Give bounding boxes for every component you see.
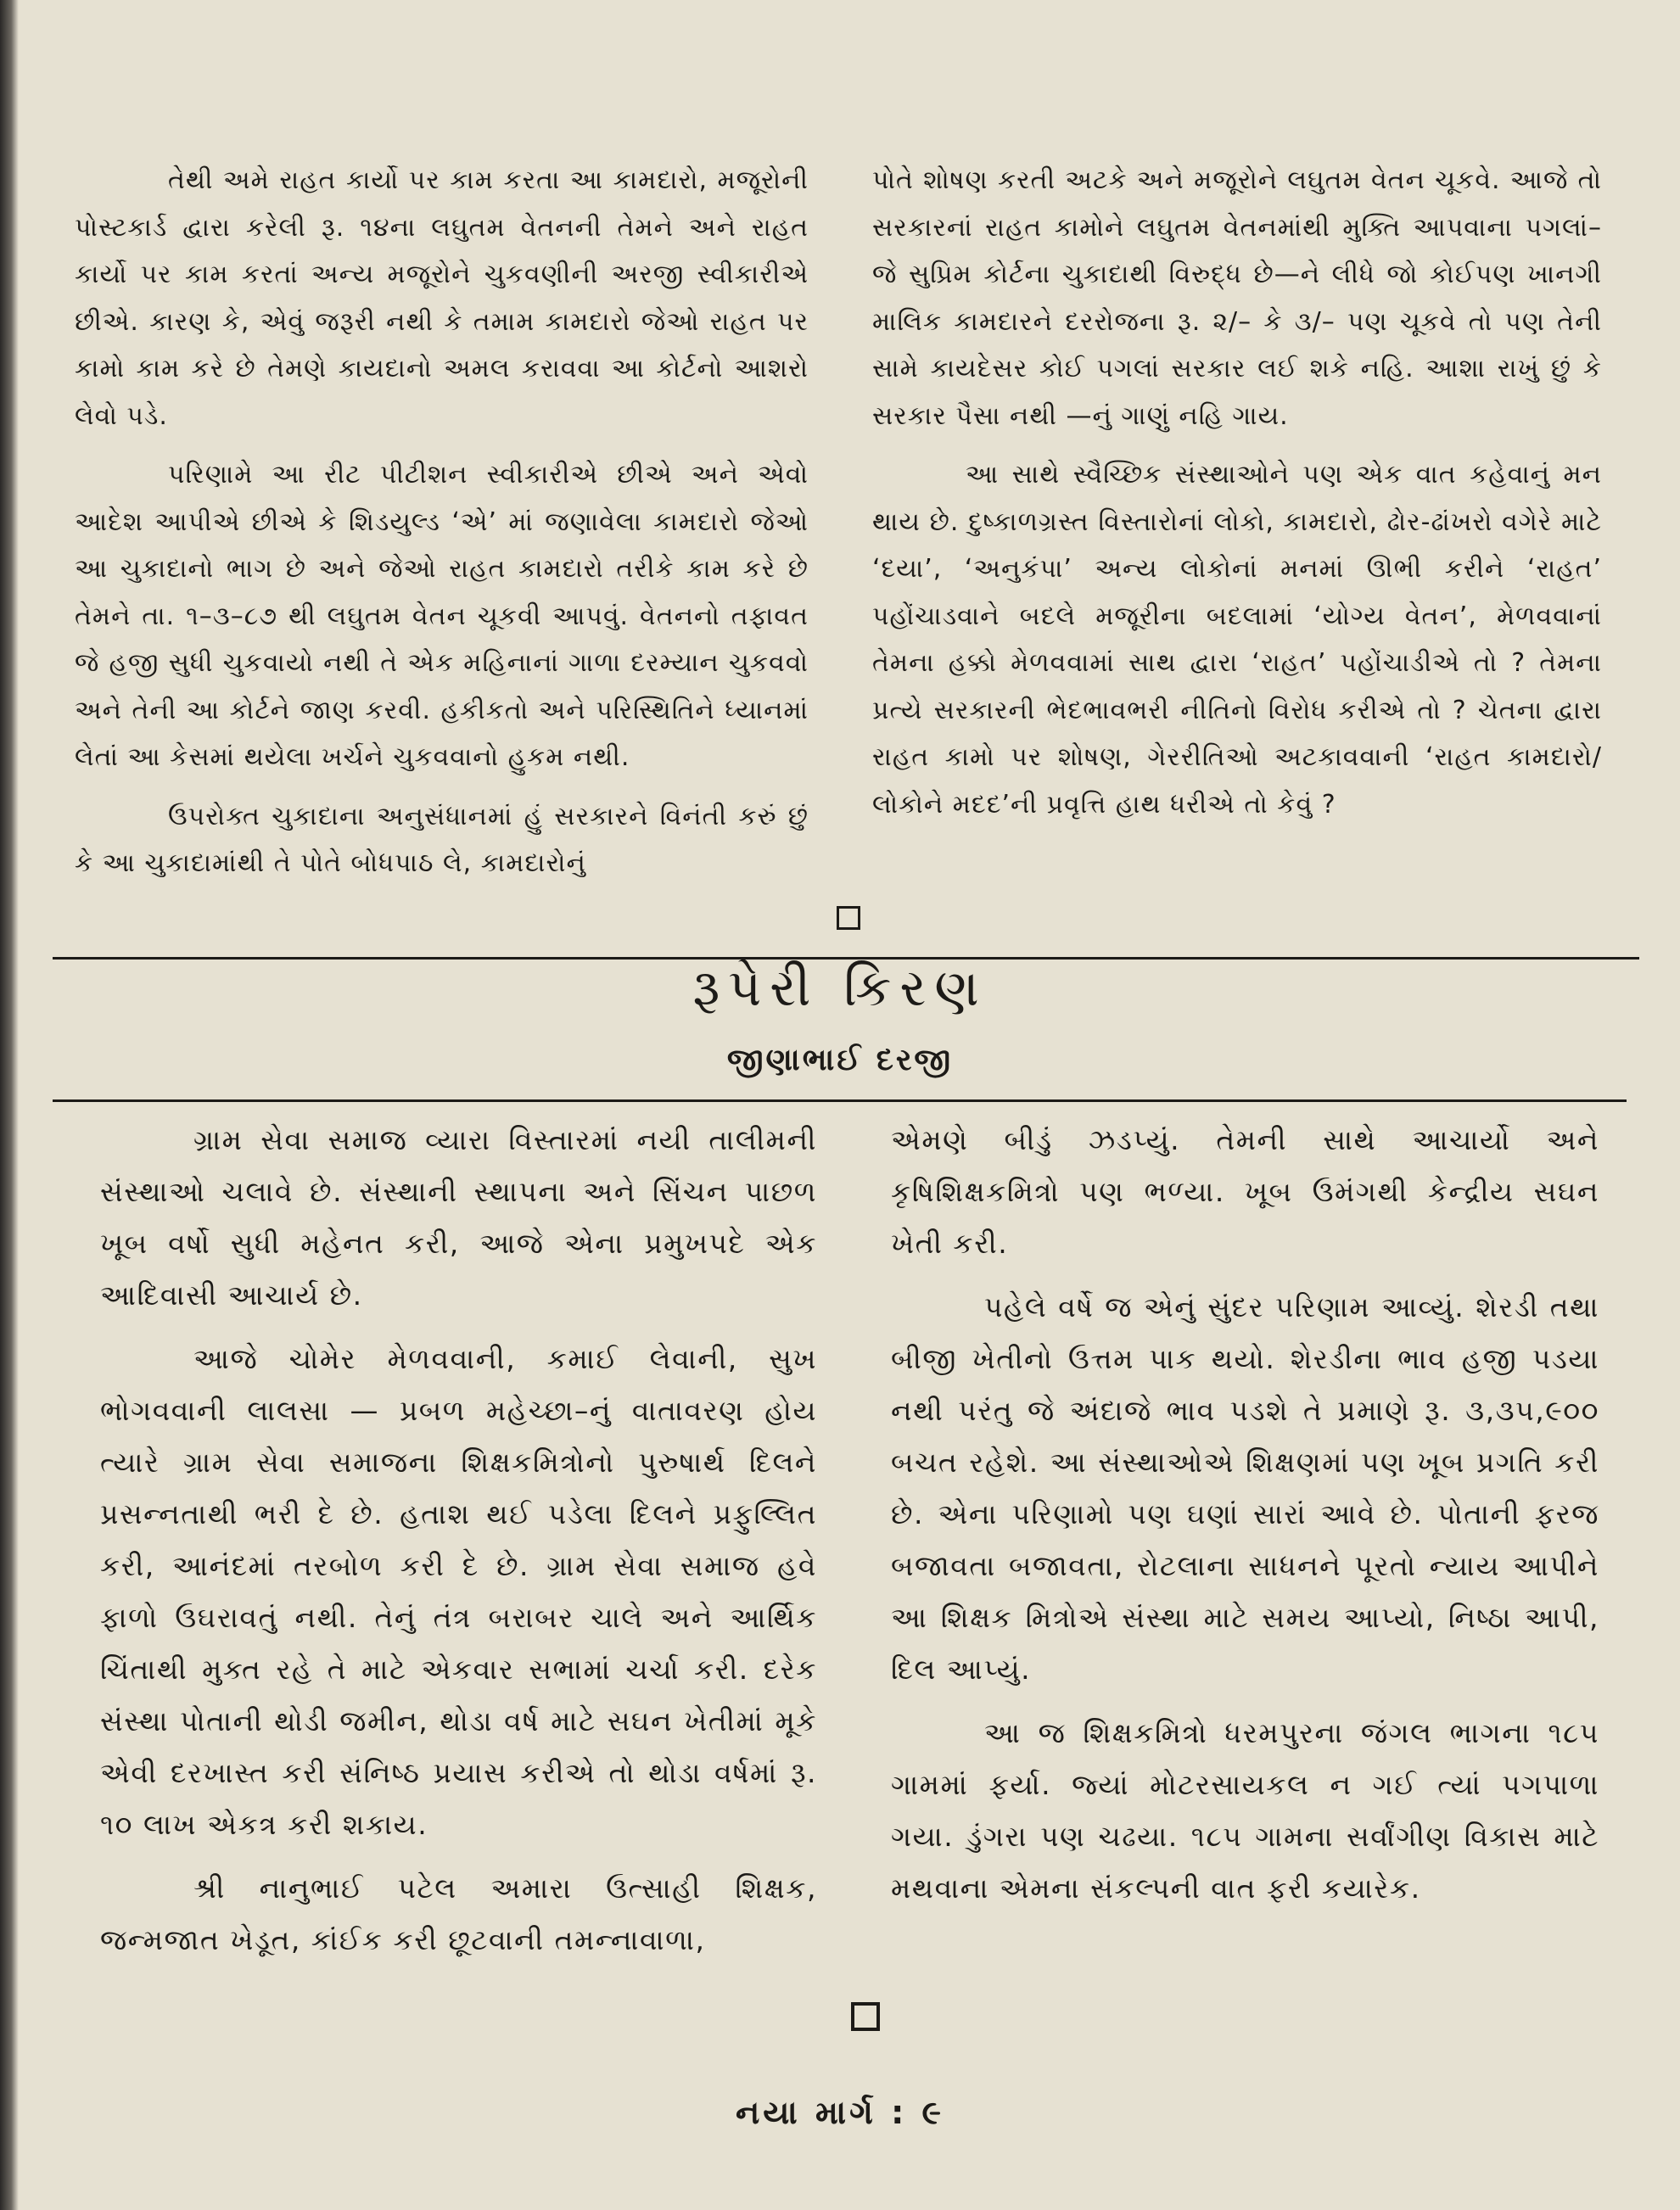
paragraph: પરિણામે આ રીટ પીટીશન સ્વીકારીએ છીએ અને એવો આદેશ આપીએ છીએ કે શિડયુલ્ડ ‘એ’ માં જણાવેલા કામદારો જેઓ આ ચુકાદાનો ભાગ છે અને જેઓ રાહત કામદારો તરીકે કામ કરે છે તેમને તા. ૧–૩–૮૭ થી લઘુતમ વેતન ચૂકવી આપવું. વેતનનો તફાવત જે હજી સુધી ચુકવાયો નથી તે એક મહિનાનાં ગાળા દરમ્યાન ચુકવવો અને તેની આ કોર્ટને જાણ કરવી. હકીકતો અને પરિસ્થિતિને ધ્યાનમાં લેતાં આ કેસમાં થયેલા ખર્ચને ચુકવવાનો હુકમ નથી. bbox=[75, 460, 809, 772]
section1-right-column bbox=[872, 157, 1602, 840]
paragraph: ગ્રામ સેવા સમાજ વ્યારા વિસ્તારમાં નયી તાલીમની સંસ્થાઓ ચલાવે છે. સંસ્થાની સ્થાપના અને સિંચન પાછળ ખૂબ વર્ષો સુધી મહેનત કરી, આજે એના પ્રમુખપદે એક આદિવાસી આચાર્ય છે. bbox=[100, 1123, 817, 1312]
page-footer: નયા માર્ગ : ૯ bbox=[735, 2094, 944, 2131]
paragraph: આજે ચોમેર મેળવવાની, કમાઈ લેવાની, સુખ ભોગવવાની લાલસા — પ્રબળ મહેચ્છા–નું વાતાવરણ હોય ત્યારે ગ્રામ સેવા સમાજના શિક્ષકમિત્રોનો પુરુષાર્થ દિલને પ્રસન્નતાથી ભરી દે છે. હતાશ થઈ પડેલા દિલને પ્રફુલ્લિત કરી, આનંદમાં તરબોળ કરી દે છે. ગ્રામ સેવા સમાજ હવે ફાળો ઉઘરાવતું નથી. તેનું તંત્ર બરાબર ચાલે અને આર્થિક ચિંતાથી મુક્ત રહે તે માટે એકવાર સભામાં ચર્ચા કરી. દરેક સંસ્થા પોતાની થોડી જમીન, થોડા વર્ષ માટે સઘન ખેતીમાં મૂકે એવી દરખાસ્ત કરી સંનિષ્ઠ પ્રયાસ કરીએ તો થોડા વર્ષમાં રૂ. ૧૦ લાખ એકત્ર કરી શકાય. bbox=[100, 1342, 817, 1841]
article-author: જીણાભાઈ દરજી bbox=[726, 1042, 954, 1077]
paragraph: ઉપરોક્ત ચુકાદાના અનુસંધાનમાં હું સરકારને વિનંતી કરું છું કે આ ચુકાદામાંથી તે પોતે બોધપાઠ લે, કામદારોનું bbox=[75, 801, 809, 878]
paragraph: આ જ શિક્ષકમિત્રો ધરમપુરના જંગલ ભાગના ૧૮૫ ગામમાં ફર્યા. જ્યાં મોટરસાયકલ ન ગઈ ત્યાં પગપાળા ગયા. ડુંગરા પણ ચઢયા. ૧૮૫ ગામના સર્વાંગીણ વિકાસ માટે મથવાના એમના સંકલ્પની વાત ફરી કયારેક. bbox=[891, 1716, 1599, 1905]
bottom-divider bbox=[53, 1099, 1627, 1102]
paragraph: એમણે બીડું ઝડપ્યું. તેમની સાથે આચાર્યો અને કૃષિશિક્ષકમિત્રો પણ ભળ્યા. ખૂબ ઉમંગથી કેન્દ્રીય સઘન ખેતી કરી. bbox=[891, 1123, 1599, 1260]
paragraph: પહેલે વર્ષે જ એનું સુંદર પરિણામ આવ્યું. શેરડી તથા બીજી ખેતીનો ઉત્તમ પાક થયો. શેરડીના ભાવ હજી પડયા નથી પરંતુ જે અંદાજે ભાવ પડશે તે પ્રમાણે રૂ. ૩,૩૫,૯૦૦ બચત રહેશે. આ સંસ્થાઓએ શિક્ષણમાં પણ ખૂબ પ્રગતિ કરી છે. એના પરિણામો પણ ઘણાં સારાં આવે છે. પોતાની ફરજ બજાવતા બજાવતા, રોટલાના સાધનને પૂરતો ન્યાય આપીને આ શિક્ષક મિત્રોએ સંસ્થા માટે સમય આપ્યો, નિષ્ઠા આપી, દિલ આપ્યું. bbox=[891, 1290, 1599, 1686]
paragraph: શ્રી નાનુભાઈ પટેલ અમારા ઉત્સાહી શિક્ષક, જન્મજાત ખેડૂત, કાંઈક કરી છૂટવાની તમન્નાવાળા, bbox=[100, 1872, 817, 1956]
section2-left-column bbox=[100, 1114, 817, 1978]
section2-right-column bbox=[891, 1114, 1599, 1926]
paragraph: પોતે શોષણ કરતી અટકે અને મજૂરોને લઘુતમ વેતન ચૂકવે. આજે તો સરકારનાં રાહત કામોને લઘુતમ વેતનમાંથી મુક્તિ આપવાના પગલાં–જે સુપ્રિમ કોર્ટના ચુકાદાથી વિરુદ્ધ છે—ને લીધે જો કોઈપણ ખાનગી માલિક કામદારને દરરોજના રૂ. ૨/– કે ૩/– પણ ચૂકવે તો પણ તેની સામે કાયદેસર કોઈ પગલાં સરકાર લઈ શકે નહિ. આશા રાખું છું કે સરકાર પૈસા નથી —નું ગાણું નહિ ગાય. bbox=[872, 165, 1602, 431]
paragraph: તેથી અમે રાહત કાર્યો પર કામ કરતા આ કામદારો, મજૂરોની પોસ્ટકાર્ડ દ્વારા કરેલી રૂ. ૧૪ના લઘુતમ વેતનની તેમને અને રાહત કાર્યો પર કામ કરતાં અન્ય મજૂરોને ચુકવણીની અરજી સ્વીકારીએ છીએ. કારણ કે, એવું જરૂરી નથી કે તમામ કામદારો જેઓ રાહત પર કામો કામ કરે છે તેમણે કાયદાનો અમલ કરાવવા આ કોર્ટનો આશરો લેવો પડે. bbox=[75, 165, 809, 431]
article-title: રૂપેરી કિરણ bbox=[692, 959, 988, 1018]
section1-left-column bbox=[75, 157, 809, 899]
paragraph: આ સાથે સ્વૈચ્છિક સંસ્થાઓને પણ એક વાત કહેવાનું મન થાય છે. દુષ્કાળગ્રસ્ત વિસ્તારોનાં લોકો, કામદારો, ઢોર-ઢાંખરો વગેરે માટે ‘દયા’, ‘અનુકંપા’ અન્ય લોકોનાં મનમાં ઊભી કરીને ‘રાહત’ પહોંચાડવાને બદલે મજૂરીના બદલામાં ‘યોગ્ય વેતન’, મેળવવાનાં તેમના હક્કો મેળવવામાં સાથ દ્વારા ‘રાહત’ પહોંચાડીએ તો ? તેમના પ્રત્યે સરકારની ભેદભાવભરી નીતિનો વિરોધ કરીએ તો ? ચેતના દ્વારા રાહત કામો પર શોષણ, ગેરરીતિઓ અટકાવવાની ‘રાહત કામદારો/લોકોને મદદ’ની પ્રવૃત્તિ હાથ ધરીએ તો કેવું ? bbox=[872, 460, 1602, 820]
page-edge-shadow bbox=[0, 0, 19, 2210]
article-end-mark-icon bbox=[851, 2002, 880, 2031]
section-end-mark-icon bbox=[837, 906, 860, 930]
